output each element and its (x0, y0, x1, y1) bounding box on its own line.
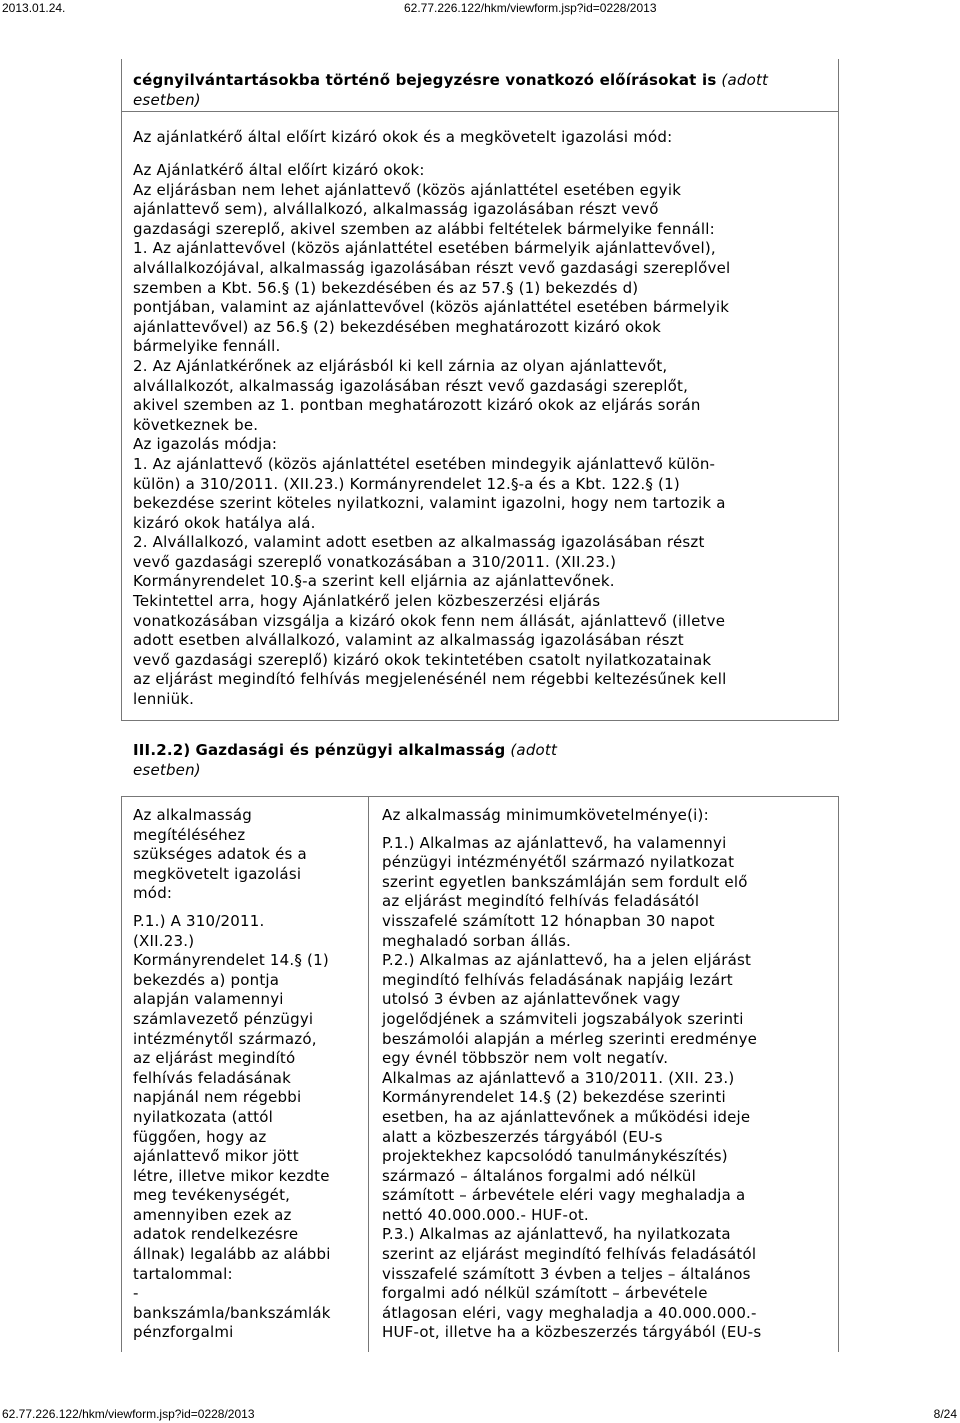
footer-url: 62.77.226.122/hkm/viewform.jsp?id=0228/2013 (2, 1407, 255, 1421)
text-line: Az igazolás módja: (133, 435, 278, 454)
text-line: alvállalkozót, alkalmasság igazolásában részt vevő gazdasági szereplőt, (133, 376, 689, 395)
minimum-requirements-body (382, 834, 834, 1343)
exclusion-grounds-text (133, 161, 833, 710)
text-line: bármelyike fennáll. (133, 337, 281, 356)
text-line: beszámolói alapján a mérleg szerinti eredménye (382, 1029, 758, 1048)
text-line: 2. Alvállalkozó, valamint adott esetben az alkalmasság igazolásában részt (133, 533, 705, 552)
text-line: bekezdése szerint köteles nyilatkozni, valamint igazolni, hogy nem tartozik a (133, 494, 726, 513)
text-line: Az Ajánlatkérő által előírt kizáró okok: (133, 161, 425, 179)
text-line: meghaladó sorban állás. (382, 931, 571, 950)
heading-line: megkövetelt igazolási (133, 864, 302, 883)
text-line: forgalmi adó nélkül számított – árbevétele (382, 1284, 708, 1303)
registration-heading-optional: (adott esetben) (133, 71, 769, 109)
heading-line: Az alkalmasság (133, 806, 252, 824)
text-line: nyilatkozata (attól (133, 1107, 273, 1126)
text-line: visszafelé számított 3 évben a teljes – általános (382, 1264, 751, 1283)
text-line: nettó 40.000.000.- HUF-ot. (382, 1205, 589, 1224)
text-line: szerint az eljárást megindító felhívás feladásától (382, 1245, 757, 1264)
text-line: függően, hogy az (133, 1127, 267, 1146)
registration-heading-bold: cégnyilvántartásokba történő bejegyzésre vonatkozó előírásokat is (133, 71, 717, 89)
text-line: ajánlattevő sem), alvállalkozó, alkalmasság igazolásában részt vevő (133, 200, 659, 219)
text-line: vonatkozásában vizsgálja a kizáró okok fenn nem állását, ajánlattevő (illetve (133, 611, 726, 630)
data-requirements-heading (133, 806, 365, 904)
text-line: tartalommal: (133, 1264, 233, 1283)
text-line: alatt a közbeszerzés tárgyából (EU-s (382, 1127, 663, 1146)
minimum-requirements-heading: Az alkalmasság minimumkövetelménye(i): (382, 806, 709, 824)
text-line: külön) a 310/2011. (XII.23.) Kormányrendelet 12.§-a és a Kbt. 122.§ (1) (133, 474, 680, 493)
text-line: - (133, 1284, 139, 1303)
text-line: utolsó 3 évben az ajánlattevőnek vagy (382, 990, 681, 1009)
text-line: P.1.) A 310/2011. (133, 911, 265, 930)
text-line: alvállalkozójával, alkalmasság igazolásában részt vevő gazdasági szereplővel (133, 258, 731, 277)
text-line: szerint egyetlen bankszámláján sem fordult elő (382, 872, 748, 891)
text-line: P.3.) Alkalmas az ajánlattevő, ha nyilatkozata (382, 1225, 731, 1244)
text-line: átlagosan eléri, vagy meghaladja a 40.000.000.- (382, 1303, 757, 1322)
text-line: bankszámla/bankszámlák (133, 1303, 331, 1322)
section-title: Gazdasági és pénzügyi alkalmasság (195, 741, 506, 759)
text-line: adatok rendelkezésre (133, 1225, 299, 1244)
text-line: kizáró okok hatálya alá. (133, 513, 316, 532)
print-date: 2013.01.24. (2, 1, 66, 15)
text-line: vevő gazdasági szereplő) kizáró okok tekintetében csatolt nyilatkozatainak (133, 650, 712, 669)
text-line: vevő gazdasági szereplő vonatkozásában a 310/2011. (XII.23.) (133, 552, 617, 571)
text-line: adott esetben alvállalkozó, valamint az alkalmasság igazolásában részt (133, 631, 684, 650)
text-line: 1. Az ajánlattevővel (közös ajánlattétel esetében bármelyik ajánlattevővel), (133, 239, 716, 258)
text-line: P.2.) Alkalmas az ajánlattevő, ha a jelen eljárást (382, 951, 752, 970)
text-line: napjánál nem régebbi (133, 1088, 302, 1107)
text-line: létre, illetve mikor kezdte (133, 1166, 330, 1185)
text-line: Tekintettel arra, hogy Ajánlatkérő jelen közbeszerzési eljárás (133, 592, 601, 611)
text-line: 1. Az ajánlattevő (közös ajánlattétel esetében mindegyik ajánlattevő külön- (133, 454, 716, 473)
text-line: (XII.23.) (133, 931, 195, 950)
text-line: következnek be. (133, 415, 259, 434)
text-line: akivel szemben az 1. pontban meghatározott kizáró okok az eljárás során (133, 396, 701, 415)
minimum-requirements-column (382, 806, 834, 1343)
text-line: Alkalmas az ajánlattevő a 310/2011. (XII. 23.) (382, 1068, 735, 1087)
text-line: Kormányrendelet 14.§ (2) bekezdése szerinti (382, 1088, 726, 1107)
text-line: ajánlattevővel) az 56.§ (2) bekezdésében meghatározott kizáró okok (133, 317, 661, 336)
text-line: számított – árbevétele eléri vagy meghaladja a (382, 1186, 746, 1205)
text-line: szemben a Kbt. 56.§ (1) bekezdésében és az 57.§ (1) bekezdés d) (133, 278, 639, 297)
text-line: amennyiben ezek az (133, 1205, 292, 1224)
page-number: 8/24 (933, 1407, 957, 1421)
text-line: 2. Az Ajánlatkérőnek az eljárásból ki kell zárnia az olyan ajánlattevőt, (133, 356, 668, 375)
text-line: megindító felhívás feladásának napjáig lezárt (382, 970, 733, 989)
text-line: az eljárást megindító felhívás megjelenésénél nem régebbi keltezésűnek kell (133, 670, 727, 689)
text-line: alapján valamennyi (133, 990, 284, 1009)
text-line: visszafelé számított 12 hónapban 30 napot (382, 911, 715, 930)
print-header (0, 0, 960, 16)
text-line: az eljárást megindító (133, 1049, 296, 1068)
heading-line: mód: (133, 884, 173, 903)
text-line: ajánlattevő mikor jött (133, 1147, 299, 1166)
text-line: Kormányrendelet 10.§-a szerint kell eljárnia az ajánlattevőnek. (133, 572, 615, 591)
text-line: P.1.) Alkalmas az ajánlattevő, ha valamennyi (382, 833, 727, 852)
exclusion-grounds-block (133, 128, 833, 148)
data-requirements-column (133, 806, 365, 1343)
text-line: származó – általános forgalmi adó nélkül (382, 1166, 696, 1185)
text-line: gazdasági szereplő, akivel szemben az alábbi feltételek bármelyike fennáll: (133, 219, 715, 238)
text-line: pénzforgalmi (133, 1323, 234, 1342)
text-line: felhívás feladásának (133, 1068, 291, 1087)
section-heading-III-2-2 (133, 741, 833, 780)
data-requirements-body (133, 912, 365, 1343)
section-title-optional: (adott (510, 741, 558, 759)
section-title-optional-2: esetben) (133, 760, 201, 779)
heading-line: szükséges adatok és a (133, 845, 307, 864)
text-line: intézménytől származó, (133, 1029, 317, 1048)
text-line: számlavezető pénzügyi (133, 1009, 314, 1028)
text-line: állnak) legalább az alábbi (133, 1245, 331, 1264)
print-footer (0, 1406, 960, 1422)
registration-heading (133, 71, 833, 110)
text-line: pénzügyi intézményétől származó nyilatkozat (382, 853, 735, 872)
print-url: 62.77.226.122/hkm/viewform.jsp?id=0228/2013 (404, 1, 657, 15)
text-line: esetben, ha az ajánlattevőnek a működési ideje (382, 1107, 751, 1126)
text-line: az eljárást megindító felhívás feladásától (382, 892, 700, 911)
exclusion-grounds-title: Az ajánlatkérő által előírt kizáró okok és a megkövetelt igazolási mód: (133, 128, 673, 146)
text-line: projektekhez kapcsolódó tanulmánykészítés) (382, 1147, 728, 1166)
text-line: Az eljárásban nem lehet ajánlattevő (közös ajánlattétel esetében egyik (133, 180, 682, 199)
divider (122, 111, 838, 112)
text-line: pontjában, valamint az ajánlattevővel (közös ajánlattétel esetében bármelyik (133, 298, 730, 317)
text-line: Kormányrendelet 14.§ (1) (133, 951, 329, 970)
section-number: III.2.2) (133, 741, 191, 759)
text-line: egy évnél többször nem volt negatív. (382, 1049, 669, 1068)
text-line: jogelődjének a számviteli jogszabályok szerinti (382, 1009, 744, 1028)
text-line: lenniük. (133, 690, 195, 709)
heading-line: megítéléséhez (133, 825, 246, 844)
text-line: HUF-ot, illetve ha a közbeszerzés tárgyából (EU-s (382, 1323, 762, 1342)
text-line: bekezdés a) pontja (133, 970, 280, 989)
text-line: meg tevékenységét, (133, 1186, 291, 1205)
